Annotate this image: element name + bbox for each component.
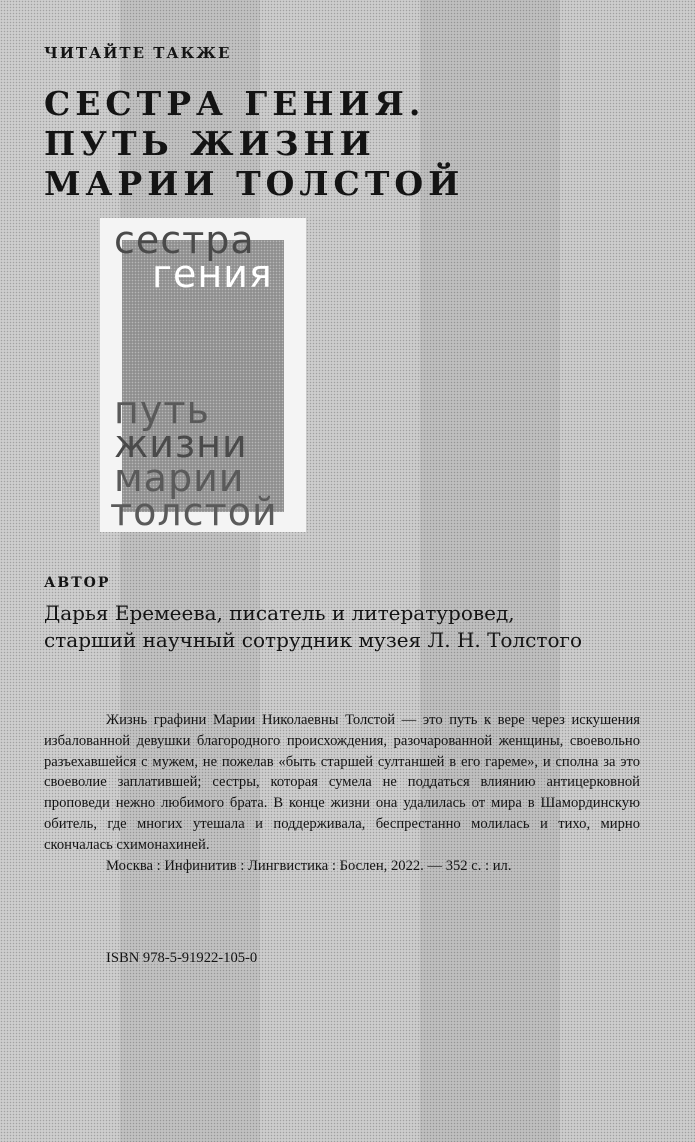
isbn: ISBN 978-5-91922-105-0 xyxy=(106,950,258,966)
author-line-1: Дарья Еремеева, писатель и литературовед, xyxy=(44,601,515,625)
book-title-line-3: МАРИИ ТОЛСТОЙ xyxy=(44,164,465,203)
cover-word-6: толстой xyxy=(110,490,278,534)
cover-word-4: жизни xyxy=(114,422,248,466)
section-kicker: ЧИТАЙТЕ ТАКЖЕ xyxy=(44,44,232,62)
author-info xyxy=(44,600,684,654)
book-annotation xyxy=(44,710,640,876)
book-title-line-2: ПУТЬ ЖИЗНИ xyxy=(44,124,376,163)
cover-word-1: сестра xyxy=(114,218,255,262)
cover-word-5: марии xyxy=(114,456,245,500)
cover-word-2: гения xyxy=(152,252,273,296)
cover-word-3: путь xyxy=(114,388,210,432)
annotation-text: Жизнь графини Марии Николаевны Толстой — это путь к вере через искушения избалованной девушки благородного происхождения, разочарованной женщины, своевольно разъехавшейся с мужем, не пожелав «быть старшей султаншей в его гареме», и сполна за это своеволие заплатившей; сестры, которая сумела не поддаться влиянию антицерковной проповеди нежно любимого брата. В конце жизни она удалилась от мира в Шамординскую обитель, где многих утешала и поддерживала, беспрестанно молилась и тихо, мирно скончалась схимонахиней. xyxy=(44,712,640,853)
cover-lower-words xyxy=(100,0,360,1142)
imprint-line: Москва : Инфинитив : Лингвистика : Бослен, 2022. — 352 с. : ил. xyxy=(106,857,512,874)
author-line-2: старший научный сотрудник музея Л. Н. Толстого xyxy=(44,628,583,652)
book-title-line-1: СЕСТРА ГЕНИЯ. xyxy=(44,84,426,123)
author-label: АВТОР xyxy=(44,575,111,591)
